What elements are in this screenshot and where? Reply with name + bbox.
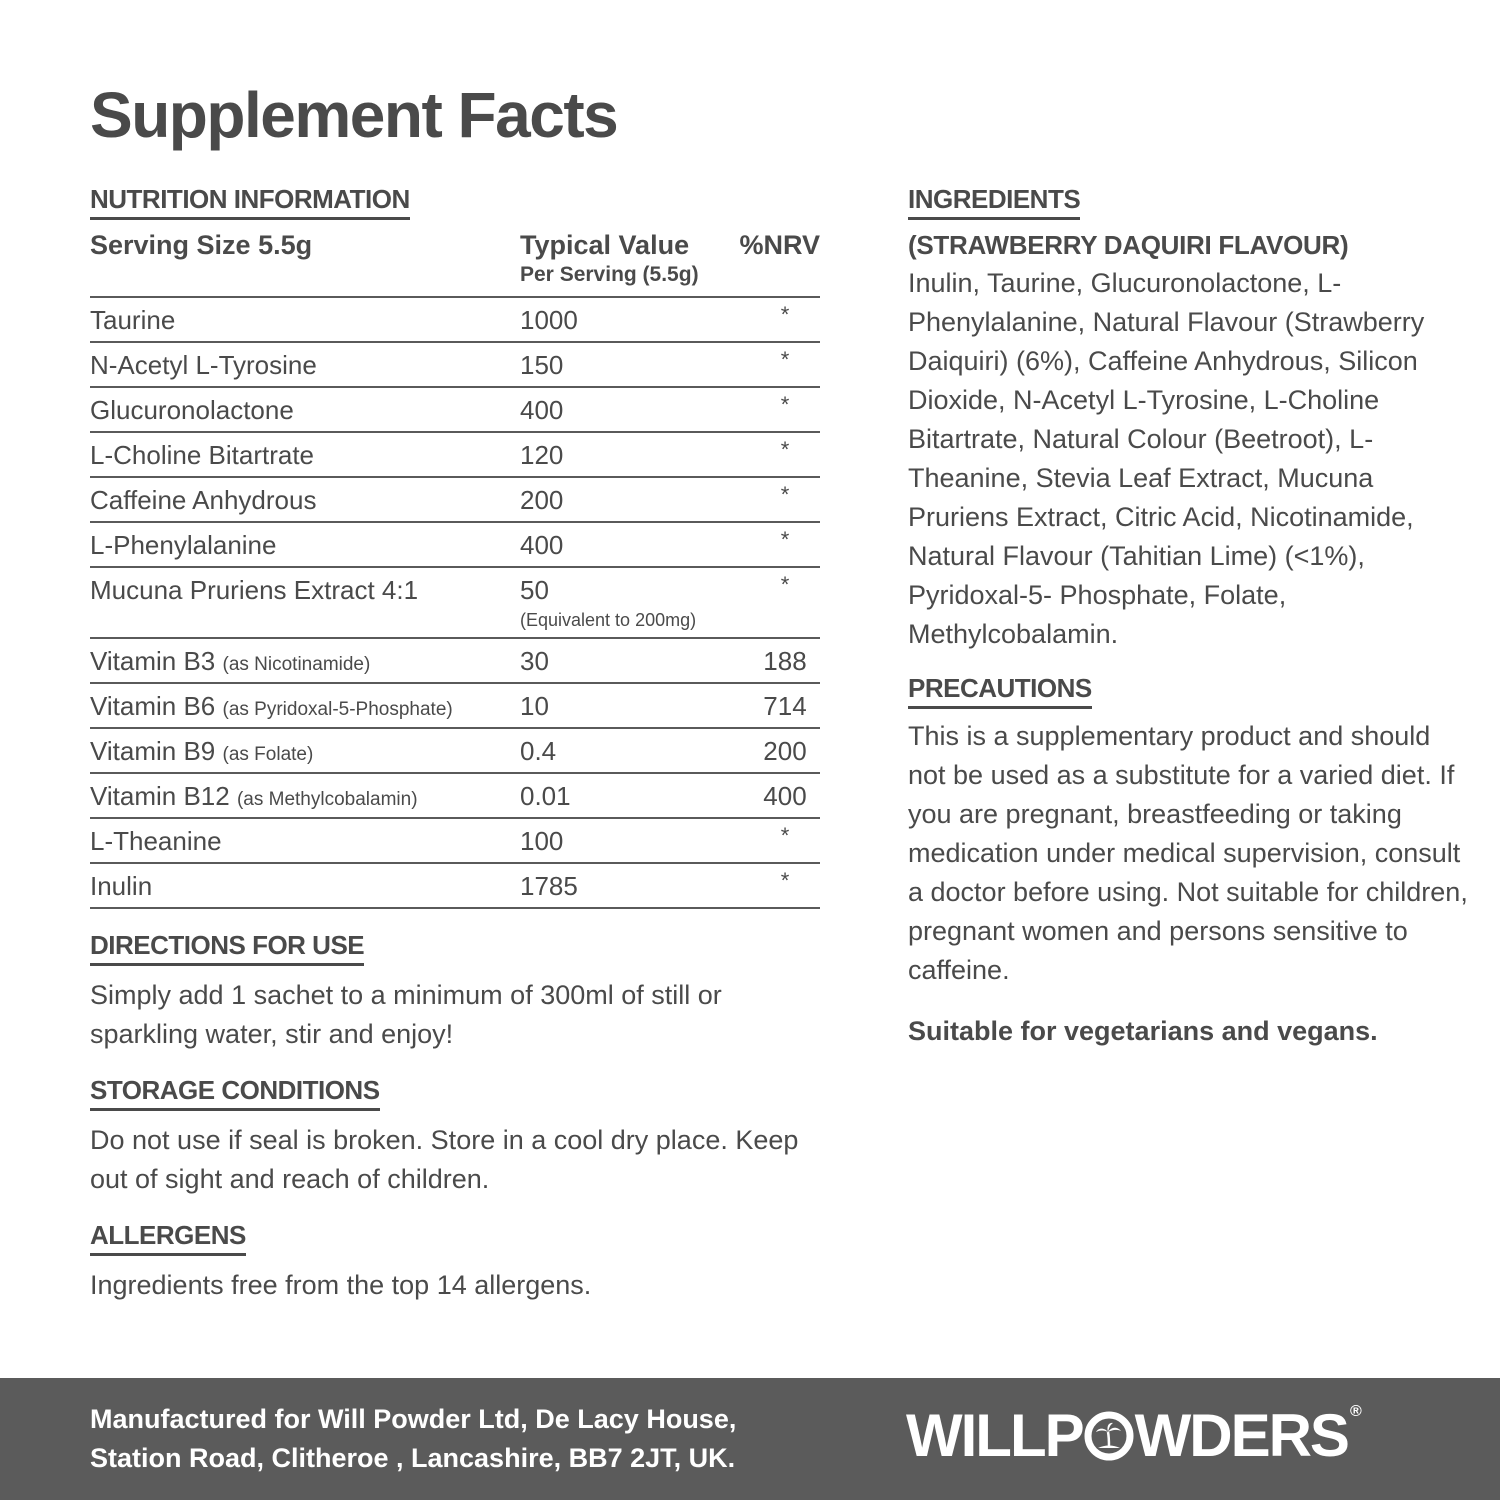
nutrient-name	[90, 433, 520, 471]
nutrient-name	[90, 819, 520, 857]
storage-text: Do not use if seal is broken. Store in a cool dry place. Keep out of sight and reach of children.	[90, 1124, 799, 1194]
typical-value-cell	[520, 388, 750, 426]
nrv-value: 200	[763, 735, 807, 766]
nutrient-label: L-Phenylalanine	[90, 529, 277, 560]
typical-value: 1000	[520, 304, 578, 335]
nrv-value: *	[780, 391, 790, 417]
right-column	[908, 185, 1468, 1051]
table-row	[90, 433, 820, 478]
nutrient-name	[90, 388, 520, 426]
nrv-value: *	[780, 301, 790, 327]
typical-value: 0.4	[520, 735, 557, 766]
nutrient-source-note: (as Methylcobalamin)	[236, 788, 418, 810]
nutrient-source-note: (as Pyridoxal-5-Phosphate)	[222, 698, 453, 720]
table-row	[90, 684, 820, 729]
typical-value: 10	[520, 690, 549, 721]
table-row	[90, 388, 820, 433]
typical-value-cell	[520, 864, 750, 902]
nutrient-label: Mucuna Pruriens Extract 4:1	[90, 574, 419, 605]
table-row	[90, 478, 820, 523]
nutrient-name	[90, 729, 520, 767]
typical-value-cell	[520, 639, 750, 677]
nutrient-label: Taurine	[90, 304, 176, 335]
value-equivalent-note: (Equivalent to 200mg)	[520, 609, 697, 630]
nutrient-name	[90, 298, 520, 336]
brand-logo	[906, 1402, 1362, 1469]
ingredients-flavour: (STRAWBERRY DAQUIRI FLAVOUR)	[908, 229, 1349, 260]
nutrient-name	[90, 523, 520, 561]
nutrient-label: Inulin	[90, 870, 153, 901]
typical-value-header	[520, 228, 735, 296]
typical-value-label: Typical Value	[520, 229, 690, 260]
typical-value-cell	[520, 819, 750, 857]
nrv-header: %NRV	[739, 229, 820, 260]
typical-value: 400	[520, 529, 564, 560]
serving-size: Serving Size 5.5g	[90, 229, 313, 260]
allergens-heading: ALLERGENS	[90, 1221, 246, 1256]
nutrient-label: Vitamin B6	[90, 690, 216, 721]
typical-value-cell	[520, 343, 750, 381]
left-column	[90, 185, 820, 1305]
typical-value: 0.01	[520, 780, 571, 811]
typical-value: 30	[520, 645, 549, 676]
typical-value-cell	[520, 478, 750, 516]
nrv-value: *	[780, 481, 790, 507]
logo-text-right: WDERS	[1134, 1402, 1348, 1469]
palm-tree-o-icon	[1084, 1411, 1134, 1461]
typical-value-cell	[520, 568, 750, 631]
directions-section	[90, 931, 820, 1054]
manufacturer-address	[90, 1400, 736, 1478]
typical-value-cell	[520, 684, 750, 722]
typical-value-cell	[520, 433, 750, 471]
typical-value-cell	[520, 729, 750, 767]
nutrient-label: Vitamin B3	[90, 645, 216, 676]
table-row	[90, 729, 820, 774]
typical-value: 120	[520, 439, 564, 470]
nrv-value: 714	[763, 690, 807, 721]
table-row	[90, 864, 820, 909]
precautions-section	[908, 674, 1468, 1051]
table-row	[90, 298, 820, 343]
precautions-heading: PRECAUTIONS	[908, 674, 1092, 709]
typical-value: 1785	[520, 870, 578, 901]
typical-value-cell	[520, 774, 750, 812]
nrv-value: 400	[763, 780, 807, 811]
nrv-value: *	[780, 346, 790, 372]
table-row	[90, 343, 820, 388]
nutrient-name	[90, 864, 520, 902]
nutrition-table-body	[90, 298, 820, 909]
table-row	[90, 568, 820, 639]
nutrient-label: Caffeine Anhydrous	[90, 484, 317, 515]
registered-mark: ®	[1349, 1403, 1362, 1420]
nutrient-name	[90, 568, 520, 606]
typical-value: 100	[520, 825, 564, 856]
nrv-value: *	[780, 526, 790, 552]
vegan-note: Suitable for vegetarians and vegans.	[908, 1015, 1378, 1046]
typical-value: 200	[520, 484, 564, 515]
nrv-value: *	[780, 571, 790, 597]
storage-section	[90, 1076, 820, 1199]
ingredients-heading: INGREDIENTS	[908, 185, 1080, 220]
ingredients-text: Inulin, Taurine, Glucuronolactone, L-Phenylalanine, Natural Flavour (Strawberry Daiquiri) (6%), Caffeine Anhydrous, Silicon Dioxide, N-Acetyl L-Tyrosine, L-Choline Bitartrate, Natural Colour (Beetroot), L-Theanine, Stevia Leaf Extract, Mucuna Pruriens Extract, Citric Acid, Nicotinamide, Natural Flavour (Tahitian Lime) (<1%), Pyridoxal-5- Phosphate, Folate, Methylcobalamin.	[908, 267, 1425, 649]
nutrient-label: Glucuronolactone	[90, 394, 294, 425]
nutrient-label: Vitamin B12	[90, 780, 230, 811]
nrv-value: 188	[763, 645, 807, 676]
nrv-value: *	[780, 822, 790, 848]
typical-value-cell	[520, 523, 750, 561]
nutrition-table-header	[90, 228, 820, 298]
typical-value: 50	[520, 574, 549, 605]
nutrient-name	[90, 478, 520, 516]
typical-value: 150	[520, 349, 564, 380]
footer	[0, 1378, 1500, 1500]
directions-heading: DIRECTIONS FOR USE	[90, 931, 364, 966]
nutrient-source-note: (as Folate)	[222, 743, 314, 765]
typical-value-cell	[520, 298, 750, 336]
table-row	[90, 774, 820, 819]
nutrition-heading: NUTRITION INFORMATION	[90, 185, 410, 220]
table-row	[90, 819, 820, 864]
nutrient-name	[90, 639, 520, 677]
nutrient-name	[90, 343, 520, 381]
allergens-text: Ingredients free from the top 14 allergens.	[90, 1269, 592, 1300]
nrv-value: *	[780, 867, 790, 893]
directions-text: Simply add 1 sachet to a minimum of 300ml of still or sparkling water, stir and enjoy!	[90, 979, 722, 1049]
nutrient-name	[90, 774, 520, 812]
per-serving-label: Per Serving (5.5g)	[520, 262, 699, 286]
nutrient-label: L-Theanine	[90, 825, 222, 856]
nutrient-label: L-Choline Bitartrate	[90, 439, 314, 470]
table-row	[90, 639, 820, 684]
typical-value: 400	[520, 394, 564, 425]
allergens-section	[90, 1221, 820, 1305]
nutrient-source-note: (as Nicotinamide)	[222, 653, 371, 675]
address-line-1: Manufactured for Will Powder Ltd, De Lacy House,	[90, 1404, 737, 1434]
nutrient-label: N-Acetyl L-Tyrosine	[90, 349, 317, 380]
precautions-text: This is a supplementary product and should not be used as a substitute for a varied diet. If you are pregnant, breastfeeding or taking medication under medical supervision, consult a doctor before using. Not suitable for children, pregnant women and persons sensitive to caffeine.	[908, 720, 1468, 985]
logo-text-left: WILLP	[906, 1402, 1083, 1469]
address-line-2: Station Road, Clitheroe , Lancashire, BB7 2JT, UK.	[90, 1443, 736, 1473]
nrv-value: *	[780, 436, 790, 462]
storage-heading: STORAGE CONDITIONS	[90, 1076, 380, 1111]
page-title: Supplement Facts	[90, 79, 618, 151]
nutrient-label: Vitamin B9	[90, 735, 216, 766]
table-row	[90, 523, 820, 568]
nutrient-name	[90, 684, 520, 722]
